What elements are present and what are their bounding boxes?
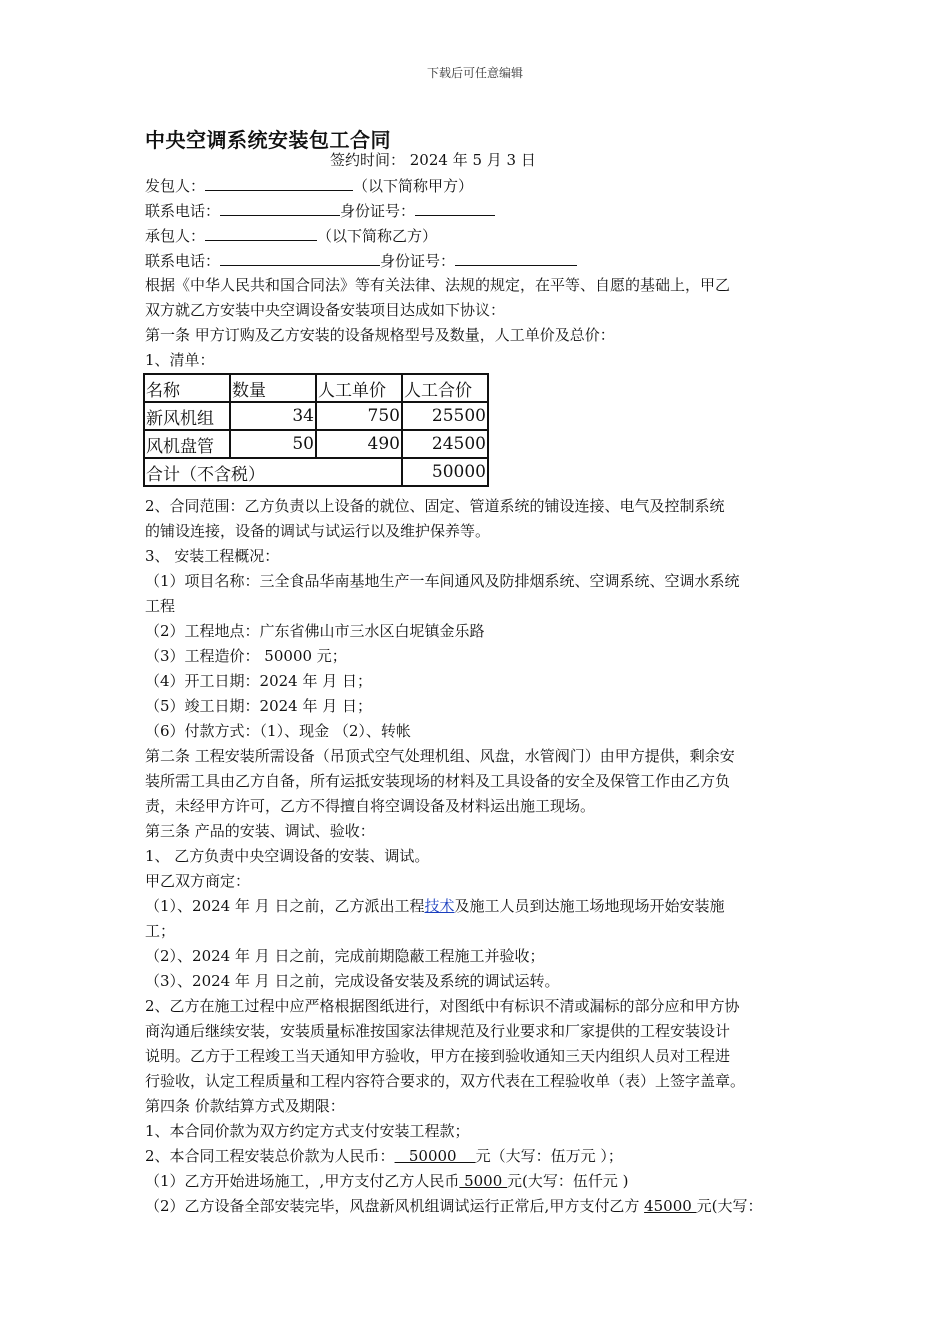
table-cell: 新风机组 [144, 402, 230, 430]
overview-line: （1）项目名称：三全食品华南基地生产一车间通风及防排烟系统、空调系统、空调水系统 [145, 572, 740, 590]
article3-p1-text: （1）、2024 年 月 日之前，乙方派出工程 [145, 897, 425, 915]
total-value: 50000 [402, 458, 488, 486]
article4-p1-text: （1）乙方开始进场施工，,甲方支付乙方人民币 [145, 1172, 460, 1190]
contract-title: 中央空调系统安装包工合同 [145, 128, 391, 152]
overview-line: （3）工程造价： 50000 元； [145, 647, 347, 665]
second-payment-amount: 45000 [644, 1197, 697, 1215]
table-cell: 490 [316, 430, 402, 458]
article3-item2-line: 说明。乙方于工程竣工当天通知甲方验收，甲方在接到验收通知三天内组织人员对工程进 [145, 1047, 731, 1065]
table-cell: 34 [230, 402, 316, 430]
equipment-table [143, 373, 489, 487]
intro-line: 根据《中华人民共和国合同法》等有关法律、法规的规定，在平等、自愿的基础上，甲乙 [145, 276, 731, 294]
contact-a-blank[interactable] [220, 198, 340, 216]
article3-item2-line: 行验收，认定工程质量和工程内容符合要求的，双方代表在工程验收单（表）上签字盖章。 [145, 1072, 746, 1090]
id-a-label: 身份证号： [340, 202, 416, 220]
article4-item2-text: 2、本合同工程安装总价款为人民币： [145, 1147, 395, 1165]
table-row [144, 402, 488, 430]
party-b-label: 承包人： [145, 227, 206, 245]
article3-item2-line: 商沟通后继续安装，安装质量标准按国家法律规范及行业要求和厂家提供的工程安装设计 [145, 1022, 731, 1040]
id-b-blank[interactable] [455, 248, 577, 266]
article4-p1 [145, 1169, 815, 1194]
list-label: 1、清单： [145, 351, 215, 369]
article4-title: 第四条 价款结算方式及期限： [145, 1097, 345, 1115]
article3-agree: 甲乙双方商定： [145, 872, 251, 890]
contact-b-label: 联系电话： [145, 252, 221, 270]
overview-line: （6）付款方式：（1）、现金 （2）、转帐 [145, 722, 411, 740]
article4-p2 [145, 1194, 815, 1219]
party-a-line [145, 173, 815, 198]
contact-b-line [145, 248, 815, 273]
col-header: 人工合价 [402, 374, 488, 402]
party-b-blank[interactable] [205, 223, 317, 241]
article3-title: 第三条 产品的安装、调试、验收： [145, 822, 375, 840]
col-header: 数量 [230, 374, 316, 402]
article4-p2-text: 元(大写： [696, 1197, 763, 1215]
article2-line: 装所需工具由乙方自备，所有运抵安装现场的材料及工具设备的安全及保管工作由乙方负 [145, 772, 731, 790]
table-header-row [144, 374, 488, 402]
party-a-suffix: （以下简称甲方） [353, 177, 474, 195]
id-b-label: 身份证号： [380, 252, 456, 270]
contract-head [145, 148, 815, 373]
article4-p1-text: 元(大写：伍仟元 ) [507, 1172, 629, 1190]
article3-p1-cont: 工； [145, 922, 176, 940]
tech-link[interactable]: 技术 [424, 897, 455, 915]
overview-line: （4）开工日期：2024 年 月 日； [145, 672, 373, 690]
article1-title: 第一条 甲方订购及乙方安装的设备规格型号及数量，人工单价及总价： [145, 326, 615, 344]
total-label: 合计（不含税） [144, 458, 402, 486]
article3-p2: （2）、2024 年 月 日之前，完成前期隐蔽工程施工并验收； [145, 947, 545, 965]
table-cell: 24500 [402, 430, 488, 458]
article4-item2 [145, 1144, 815, 1169]
contact-a-label: 联系电话： [145, 202, 221, 220]
party-a-label: 发包人： [145, 177, 206, 195]
table-cell: 25500 [402, 402, 488, 430]
overview-line: 工程 [145, 597, 176, 615]
article3-p1-text: 及施工人员到达施工场地现场开始安装施 [454, 897, 725, 915]
first-payment-amount: 5000 [459, 1172, 508, 1190]
party-a-blank[interactable] [205, 173, 353, 191]
table-total-row [144, 458, 488, 486]
header-note: 下载后可任意编辑 [426, 66, 523, 80]
article3-item2-line: 2、乙方在施工过程中应严格根据图纸进行，对图纸中有标识不清或漏标的部分应和甲方协 [145, 997, 740, 1015]
article2-line: 责，未经甲方许可，乙方不得擅自将空调设备及材料运出施工现场。 [145, 797, 596, 815]
table-row [144, 430, 488, 458]
contact-b-blank[interactable] [220, 248, 380, 266]
sign-date: 签约时间： 2024 年 5 月 3 日 [330, 151, 536, 169]
contract-body [145, 494, 815, 1219]
party-b-suffix: （以下简称乙方） [317, 227, 438, 245]
party-b-line [145, 223, 815, 248]
article4-item2-text: 元（大写：伍万元 ）； [475, 1147, 623, 1165]
article3-item1: 1、 乙方负责中央空调设备的安装、调试。 [145, 847, 430, 865]
overview-line: （5）竣工日期：2024 年 月 日； [145, 697, 373, 715]
id-a-blank[interactable] [415, 198, 495, 216]
table-cell: 750 [316, 402, 402, 430]
overview-line: （2）工程地点：广东省佛山市三水区白坭镇金乐路 [145, 622, 485, 640]
article3-p1 [145, 894, 815, 919]
article2-line: 第二条 工程安装所需设备（吊顶式空气处理机组、风盘，水管阀门）由甲方提供，剩余安 [145, 747, 735, 765]
article4-p2-text: （2）乙方设备全部安装完毕，风盘新风机组调试运行正常后,甲方支付乙方 [145, 1197, 645, 1215]
col-header: 名称 [144, 374, 230, 402]
total-amount: 50000 [394, 1147, 476, 1165]
table-cell: 50 [230, 430, 316, 458]
article4-item1: 1、本合同价款为双方约定方式支付安装工程款； [145, 1122, 470, 1140]
intro-line: 双方就乙方安装中央空调设备安装项目达成如下协议： [145, 301, 506, 319]
col-header: 人工单价 [316, 374, 402, 402]
contact-a-line [145, 198, 815, 223]
table-cell: 风机盘管 [144, 430, 230, 458]
overview-title: 3、 安装工程概况： [145, 547, 280, 565]
scope-line: 2、合同范围：乙方负责以上设备的就位、固定、管道系统的铺设连接、电气及控制系统 [145, 497, 725, 515]
article3-p3: （3）、2024 年 月 日之前，完成设备安装及系统的调试运转。 [145, 972, 560, 990]
scope-line: 的铺设连接，设备的调试与试运行以及维护保养等。 [145, 522, 491, 540]
